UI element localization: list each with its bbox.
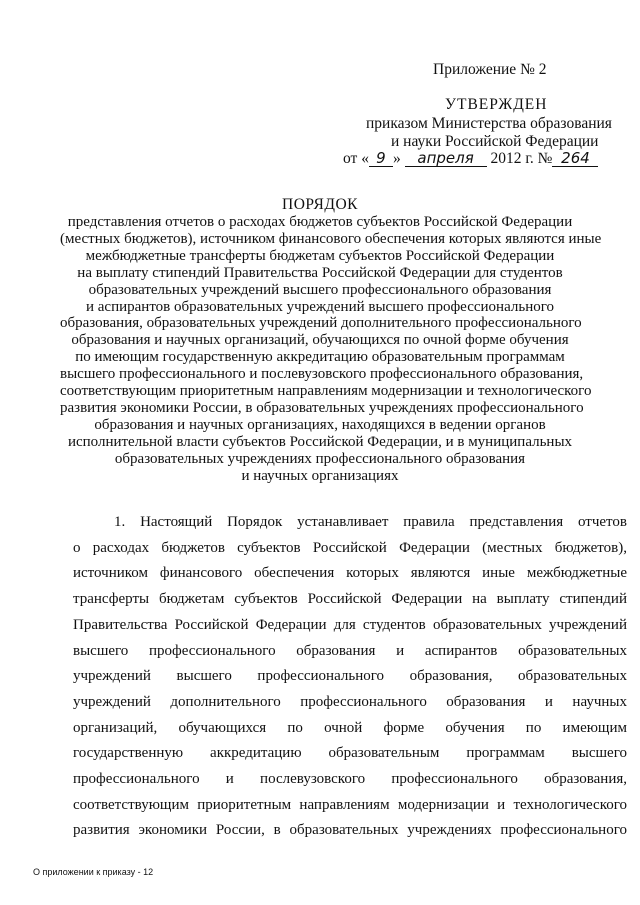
order-date-line: [343, 150, 598, 168]
subtitle-line: развития экономики России, в образовательных учреждениях профессионального: [60, 399, 584, 416]
subtitle-line: образовательных учреждений высшего профессионального образования: [88, 281, 552, 298]
handwritten-order-number: 264: [552, 150, 598, 167]
body-line: соответствующим приоритетным направлениям модернизации и технологического: [73, 796, 627, 813]
subtitle-line: межбюджетные трансферты бюджетам субъектов Российской Федерации: [85, 247, 555, 264]
page-footer: О приложении к приказу - 12: [33, 867, 154, 877]
subtitle-line: и научных организациях: [241, 467, 399, 484]
subtitle-line: (местных бюджетов), источником финансового обеспечения которых являются иные: [60, 230, 602, 247]
body-line: учреждений дополнительного профессионального образования и научных: [73, 693, 627, 710]
approved-label: УТВЕРЖДЕН: [445, 96, 548, 113]
date-mid: »: [392, 150, 401, 167]
subtitle-line: исполнительной власти субъектов Российской Федерации, и в муниципальных: [67, 433, 573, 450]
body-line: учреждений высшего профессионального образования, образовательных: [73, 668, 627, 685]
document-heading: ПОРЯДОК: [282, 196, 358, 213]
order-reference-line-2: и науки Российской Федерации: [391, 133, 599, 150]
body-paragraph: [73, 510, 627, 844]
body-line: о расходах бюджетов субъектов Российской Федерации (местных бюджетов),: [73, 539, 627, 556]
subtitle-line: соответствующим приоритетным направлениям модернизации и технологического: [60, 383, 592, 400]
body-line: источником финансового обеспечения которых являются иные межбюджетные: [73, 565, 627, 582]
subtitle-line: образования и научных организаций, обучающихся по очной форме обучения: [71, 332, 569, 349]
handwritten-day: 9: [369, 150, 393, 167]
subtitle-line: представления отчетов о расходах бюджетов субъектов Российской Федерации: [67, 214, 573, 230]
subtitle-line: высшего профессионального и послевузовского профессионального образования,: [60, 366, 584, 383]
subtitle-line: образования, образовательных учреждений дополнительного профессионального: [60, 315, 582, 332]
subtitle-line: и аспирантов образовательных учреждений высшего профессионального: [85, 298, 554, 315]
body-line: трансферты бюджетам субъектов Российской Федерации на выплату стипендий: [73, 591, 627, 608]
subtitle-line: на выплату стипендий Правительства Российской Федерации для студентов: [77, 264, 563, 281]
subtitle-line: по имеющим государственную аккредитацию образовательным программам: [75, 349, 565, 366]
body-line: развития экономики России, в образовательных учреждениях профессионального: [73, 822, 627, 839]
appendix-label: Приложение № 2: [433, 61, 547, 78]
body-line: 1. Настоящий Порядок устанавливает правила представления отчетов: [114, 514, 627, 530]
date-prefix: от «: [343, 150, 369, 167]
body-line: высшего профессионального образования и аспирантов образовательных: [73, 642, 627, 659]
order-reference-line-1: приказом Министерства образования: [366, 115, 612, 132]
handwritten-month: апреля: [405, 150, 487, 167]
body-line: организаций, обучающихся по очной форме обучения по имеющим: [73, 719, 627, 736]
date-year: 2012 г. №: [490, 150, 553, 167]
document-subtitle: [60, 214, 602, 485]
subtitle-line: образовательных учреждениях профессионального образования: [114, 450, 526, 467]
body-line: государственную аккредитацию образовательным программам высшего: [73, 745, 627, 762]
body-line: Правительства Российской Федерации для студентов образовательных учреждений: [73, 616, 627, 633]
body-line: профессионального и послевузовского профессионального образования,: [73, 771, 627, 788]
subtitle-line: образования и научных организациях, находящихся в ведении органов: [94, 416, 546, 433]
